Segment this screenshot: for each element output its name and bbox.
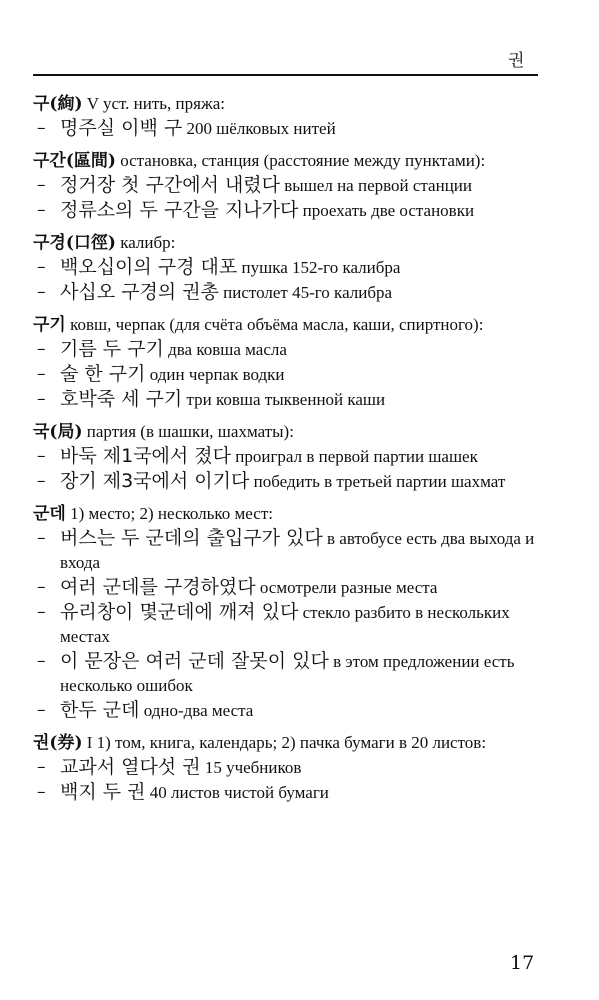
dictionary-entry	[33, 231, 538, 305]
bullet-dash: –	[37, 602, 46, 622]
dictionary-entry	[33, 420, 538, 494]
example-translation: в автобусе есть два выхода и входа	[60, 529, 535, 572]
example-korean: 여러 군데를 구경하였다	[60, 576, 256, 598]
example-line	[33, 387, 538, 412]
definition: партия (в шашки, шахматы):	[82, 422, 294, 441]
example-translation: 15 учебников	[200, 758, 302, 777]
bullet-dash: –	[37, 282, 46, 302]
example-line	[33, 198, 538, 223]
definition: 1) место; 2) несколько мест:	[65, 504, 273, 523]
example-line	[33, 173, 538, 198]
example-translation: в этом предложении есть несколько ошибок	[60, 652, 515, 695]
bullet-dash: –	[37, 757, 46, 777]
definition: калибр:	[115, 233, 176, 252]
entry-headline	[33, 420, 538, 444]
example-line	[33, 469, 538, 494]
definition: ковш, черпак (для счёта объёма масла, каши, спиртного):	[65, 315, 484, 334]
running-head: 권	[508, 51, 525, 71]
example-line	[33, 575, 538, 600]
dictionary-entry	[33, 502, 538, 723]
example-line	[33, 698, 538, 723]
entry-headline	[33, 92, 538, 116]
dictionary-entry	[33, 313, 538, 412]
example-line	[33, 362, 538, 387]
definition: I 1) том, книга, календарь; 2) пачка бумаги в 20 листов:	[82, 733, 487, 752]
example-translation: 200 шёлковых нитей	[182, 119, 336, 138]
example-line	[33, 780, 538, 805]
headword: 구기	[33, 315, 66, 335]
example-translation: пистолет 45-го калибра	[218, 283, 393, 302]
bullet-dash: –	[37, 175, 46, 195]
example-korean: 교과서 열다섯 권	[60, 756, 201, 778]
bullet-dash: –	[37, 782, 46, 802]
bullet-dash: –	[37, 446, 46, 466]
example-korean: 술 한 구기	[60, 363, 146, 385]
headword: 국(局)	[33, 422, 83, 442]
bullet-dash: –	[37, 200, 46, 220]
example-line	[33, 255, 538, 280]
example-translation: 40 листов чистой бумаги	[145, 783, 329, 802]
example-korean: 기름 두 구기	[60, 338, 164, 360]
example-line	[33, 280, 538, 305]
headword: 구간(區間)	[33, 151, 116, 171]
dictionary-entry	[33, 149, 538, 223]
entry-headline	[33, 502, 538, 526]
entry-headline	[33, 149, 538, 173]
example-translation: осмотрели разные места	[255, 578, 438, 597]
bullet-dash: –	[37, 339, 46, 359]
example-translation: проехать две остановки	[298, 201, 475, 220]
example-translation: вышел на первой станции	[280, 176, 472, 195]
example-korean: 백지 두 권	[60, 781, 146, 803]
example-line	[33, 755, 538, 780]
headword: 권(券)	[33, 733, 83, 753]
page-number: 17	[510, 952, 535, 974]
bullet-dash: –	[37, 118, 46, 138]
example-korean: 정거장 첫 구간에서 내렸다	[60, 174, 281, 196]
header-rule	[33, 74, 538, 76]
example-line	[33, 526, 538, 575]
dictionary-entry	[33, 731, 538, 805]
example-korean: 명주실 이백 구	[60, 117, 183, 139]
entry-headline	[33, 313, 538, 337]
dictionary-entries	[33, 92, 538, 813]
example-translation: проиграл в первой партии шашек	[231, 447, 478, 466]
example-korean: 사십오 구경의 권총	[60, 281, 219, 303]
example-korean: 이 문장은 여러 군데 잘못이 있다	[60, 650, 329, 672]
entry-headline	[33, 231, 538, 255]
example-translation: один черпак водки	[145, 365, 285, 384]
bullet-dash: –	[37, 651, 46, 671]
example-korean: 장기 제3국에서 이기다	[60, 470, 250, 492]
bullet-dash: –	[37, 364, 46, 384]
example-korean: 정류소의 두 구간을 지나가다	[60, 199, 299, 221]
headword: 군데	[33, 504, 66, 524]
headword: 구(絢)	[33, 94, 83, 114]
bullet-dash: –	[37, 389, 46, 409]
example-line	[33, 649, 538, 698]
example-korean: 바둑 제1국에서 졌다	[60, 445, 231, 467]
bullet-dash: –	[37, 700, 46, 720]
example-translation: победить в третьей партии шахмат	[249, 472, 506, 491]
bullet-dash: –	[37, 471, 46, 491]
example-korean: 버스는 두 군데의 출입구가 있다	[60, 527, 323, 549]
example-line	[33, 600, 538, 649]
example-korean: 유리창이 몇군데에 깨져 있다	[60, 601, 299, 623]
example-korean: 백오십이의 구경 대포	[60, 256, 238, 278]
example-line	[33, 116, 538, 141]
example-korean: 호박죽 세 구기	[60, 388, 183, 410]
definition: V уст. нить, пряжа:	[82, 94, 225, 113]
bullet-dash: –	[37, 257, 46, 277]
example-translation: стекло разбито в нескольких местах	[60, 603, 510, 646]
example-translation: одно-два места	[139, 701, 254, 720]
example-translation: пушка 152-го калибра	[237, 258, 401, 277]
example-line	[33, 337, 538, 362]
bullet-dash: –	[37, 577, 46, 597]
bullet-dash: –	[37, 528, 46, 548]
example-line	[33, 444, 538, 469]
example-translation: три ковша тыквенной каши	[182, 390, 386, 409]
definition: остановка, станция (расстояние между пунктами):	[115, 151, 486, 170]
headword: 구경(口徑)	[33, 233, 116, 253]
example-translation: два ковша масла	[163, 340, 287, 359]
entry-headline	[33, 731, 538, 755]
example-korean: 한두 군데	[60, 699, 140, 721]
dictionary-entry	[33, 92, 538, 141]
